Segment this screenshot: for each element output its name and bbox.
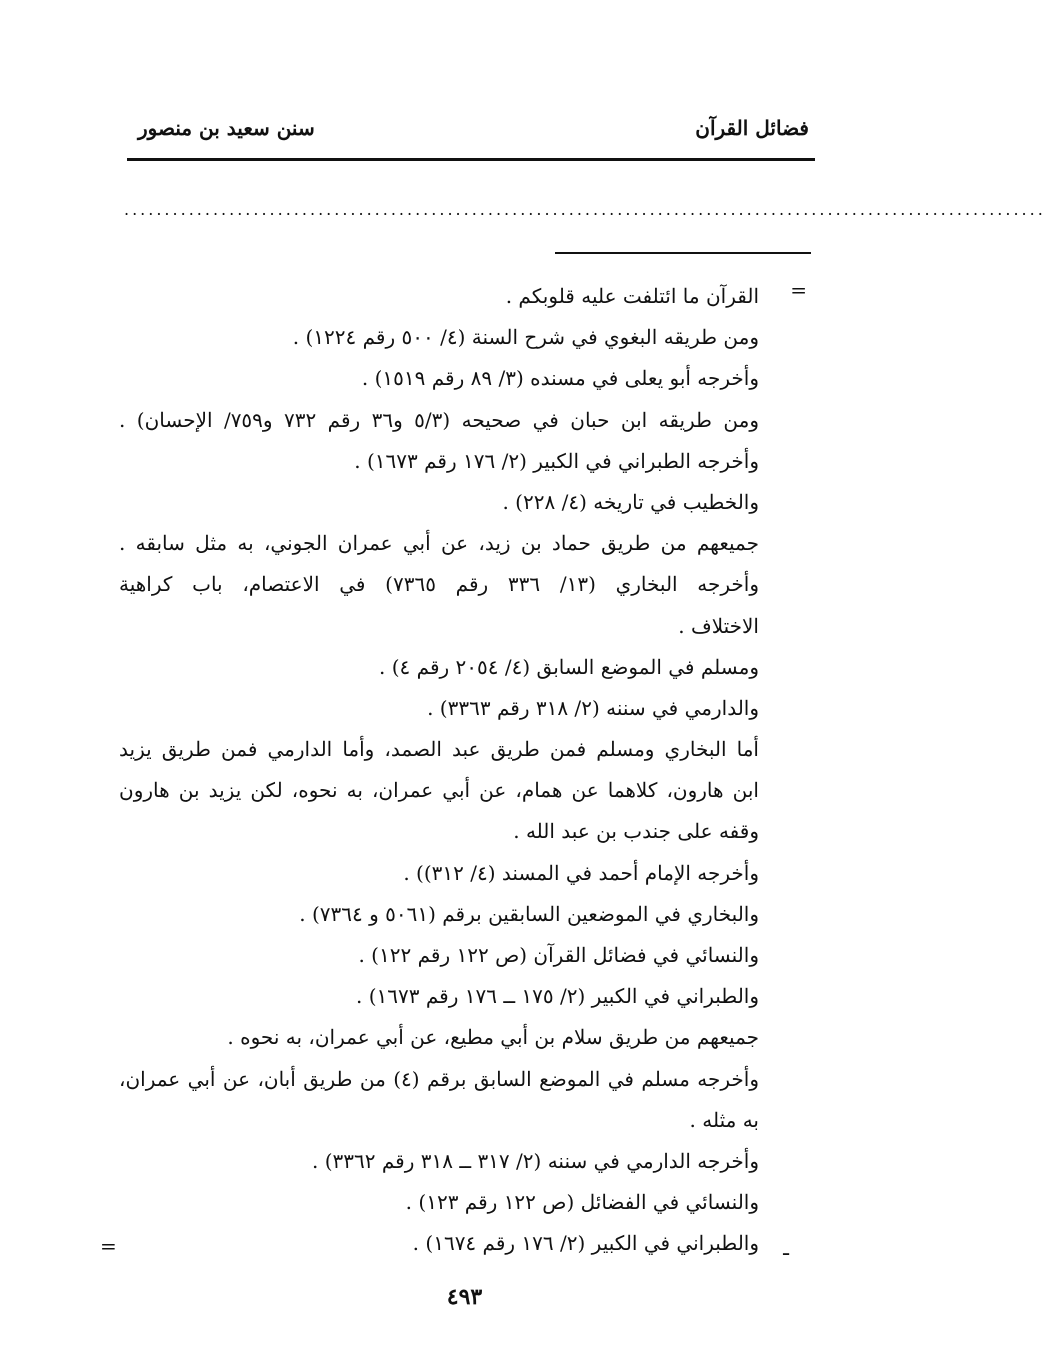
text-line: جميعهم من طريق سلام بن أبي مطيع، عن أبي عمران، به نحوه . xyxy=(227,1025,759,1050)
text-line: وأخرجه أبو يعلى في مسنده (٣/ ٨٩ رقم ١٥١٩) . xyxy=(361,366,759,391)
text-line: به مثله . xyxy=(689,1107,759,1132)
text-line: والخطيب في تاريخه (٤/ ٢٢٨) . xyxy=(502,489,759,514)
page-number: ٤٩٣ xyxy=(446,1284,483,1310)
text-line: ومن طريقه البغوي في شرح السنة (٤/ ٥٠٠ رقم ١٢٢٤) . xyxy=(292,325,759,350)
text-line: والدارمي في سننه (٢/ ٣١٨ رقم ٣٣٦٣) . xyxy=(427,695,759,720)
dotted-separator: .................................................................................................................. xyxy=(124,200,1046,219)
text-line: والبخاري في الموضعين السابقين برقم (٥٠٦١ و ٧٣٦٤) . xyxy=(299,901,759,926)
text-line: والطبراني في الكبير (٢/ ١٧٦ رقم ١٦٧٤) . xyxy=(412,1231,759,1256)
header-book-section-title: فضائل القرآن xyxy=(695,116,809,140)
continuation-mark-top: = xyxy=(790,278,807,302)
text-line: والنسائي في الفضائل (ص ١٢٢ رقم ١٢٣) . xyxy=(405,1190,759,1215)
text-line: أما البخاري ومسلم فمن طريق عبد الصمد، وأما الدارمي فمن طريق يزيد xyxy=(119,737,759,762)
header-rule xyxy=(127,158,815,161)
text-line: وأخرجه مسلم في الموضع السابق برقم (٤) من طريق أبان، عن أبي عمران، xyxy=(119,1066,760,1091)
continuation-dash: ـ xyxy=(783,1236,789,1260)
footnote-text xyxy=(119,276,759,1265)
text-line: وأخرجه البخاري (١٣/ ٣٣٦ رقم ٧٣٦٥) في الاعتصام، باب كراهية xyxy=(119,572,759,597)
text-line: ومن طريقه ابن حبان في صحيحه (٥/٣ و٣٦ رقم ٧٣٢ و٧٥٩/ الإحسان) . xyxy=(119,407,759,432)
text-line: وأخرجه الدارمي في سننه (٢/ ٣١٧ ــ ٣١٨ رقم ٣٣٦٢) . xyxy=(312,1148,759,1173)
text-line: ابن هارون، كلاهما عن همام، عن أبي عمران، به نحوه، لكن يزيد بن هارون xyxy=(119,778,759,803)
text-line: وقفه على جندب بن عبد الله . xyxy=(513,819,759,844)
text-line: وأخرجه الطبراني في الكبير (٢/ ١٧٦ رقم ١٦٧٣) . xyxy=(354,448,759,473)
text-line: ومسلم في الموضع السابق (٤/ ٢٠٥٤ رقم ٤) . xyxy=(379,654,759,679)
text-line: جميعهم من طريق حماد بن زيد، عن أبي عمران الجوني، به مثل سابقه . xyxy=(119,531,759,556)
text-line: والنسائي في فضائل القرآن (ص ١٢٢ رقم ١٢٢) . xyxy=(358,943,759,967)
text-line: والطبراني في الكبير (٢/ ١٧٥ ــ ١٧٦ رقم ١٦٧٣) . xyxy=(356,984,759,1009)
text-line: وأخرجه الإمام أحمد في المسند (٤/ ٣١٢)) . xyxy=(403,860,759,885)
header-book-title: سنن سعيد بن منصور xyxy=(138,116,315,140)
text-line: القرآن ما ائتلفت عليه قلوبكم . xyxy=(505,284,759,308)
continuation-mark-bottom: = xyxy=(100,1234,117,1258)
footnote-rule xyxy=(555,252,811,254)
text-line: الاختلاف . xyxy=(678,613,759,638)
